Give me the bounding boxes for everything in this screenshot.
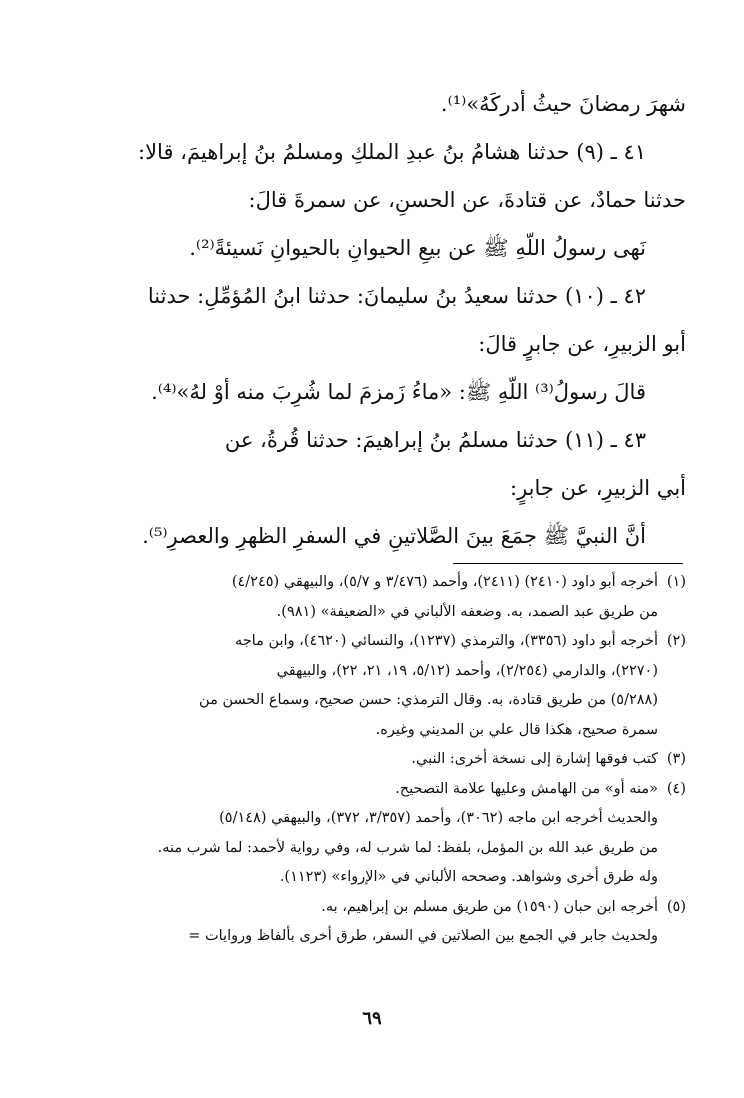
main-text [100,80,686,560]
hadith-text-42: قالَ رسولُ⁽³⁾ اللّهِ ﷺ: «ماءُ زَمزمَ لما شُرِبَ منه أوْ لهُ»⁽⁴⁾. [151,380,646,404]
footnote [100,893,686,952]
hadith-text-41: نَهى رسولُ اللّهِ ﷺ عن بيعِ الحيوانِ بالحيوانِ نَسيئةً⁽²⁾. [189,236,646,260]
footnote-line: (٢٢٧٠)، والدارمي (٢/٢٥٤)، وأحمد (٥/١٢، ١٩، ٢١، ٢٢)، والبيهقي [276,662,658,679]
footnote-body [100,745,658,775]
footnote-separator [453,563,683,564]
footnote [100,568,686,627]
footnote-line: أخرجه أبو داود (٣٣٥٦)، والترمذي (١٢٣٧)، والنسائي (٤٦٢٠)، وابن ماجه [234,633,658,649]
footnote-number: (١) [666,574,686,590]
footnote-body [100,568,658,627]
footnote-line: من طريق عبد الله بن المؤمل، بلفظ: لما شرب له، وفي رواية لأحمد: لما شرب منه. [157,839,658,856]
footnote-line: ولحديث جابر في الجمع بين الصلاتين في السفر، طرق أخرى بألفاظ وروايات = [188,928,658,944]
footnote [100,775,686,893]
footnote-line: سمرة صحيح، هكذا قال علي بن المديني وغيره. [375,721,658,738]
footnote [100,627,686,745]
text-line: أبو الزبيرِ، عن جابرٍ قالَ: [478,332,686,356]
footnote [100,745,686,775]
footnote-line: وله طرق أخرى وشواهد. وصححه الألباني في «الإرواء» (١١٢٣). [279,869,658,885]
footnote-body [100,893,658,952]
hadith-header-41: ٤١ ـ (٩) حدثنا هشامُ بنُ عبدِ الملكِ ومسلمُ بنُ إبراهيمَ، قالا: [138,140,646,164]
footnote-line: أخرجه ابن حبان (١٥٩٠) من طريق مسلم بن إبراهيم، به. [321,898,658,915]
footnote-line: «منه أو» من الهامش وعليها علامة التصحيح. [395,780,658,797]
footnote-number: (٤) [666,780,686,797]
footnote-line: والحديث أخرجه ابن ماجه (٣٠٦٢)، وأحمد (٣/٣٥٧، ٣٧٢)، والبيهقي (٥/١٤٨) [219,810,658,826]
hadith-header-43: ٤٣ ـ (١١) حدثنا مسلمُ بنُ إبراهيمَ: حدثنا قُرةُ، عن [224,428,646,452]
hadith-header-42: ٤٢ ـ (١٠) حدثنا سعيدُ بنُ سليمانَ: حدثنا ابنُ المُؤمِّلِ: حدثنا [147,284,646,308]
footnote-line: كتب فوقها إشارة إلى نسخة أخرى: النبي. [411,751,658,767]
text-line: حدثنا حمادٌ، عن قتادةَ، عن الحسنِ، عن سمرةَ قالَ: [248,188,686,212]
footnote-body [100,627,658,745]
text-line: شهرَ رمضانَ حيثُ أدركَهُ»⁽¹⁾. [440,92,686,116]
hadith-text-43: أنَّ النبيَّ ﷺ جمَعَ بينَ الصَّلاتينِ في السفرِ الظهرِ والعصرِ⁽⁵⁾. [142,524,646,548]
footnote-body [100,775,658,893]
text-line: أبي الزبيرِ، عن جابرٍ: [510,476,686,500]
footnote-line: (٥/٢٨٨) من طريق قتادة، به. وقال الترمذي: حسن صحيح، وسماع الحسن من [199,692,658,708]
footnote-number: (٢) [666,633,686,649]
page-number: ٦٩ [362,1008,382,1029]
footnote-number: (٣) [666,751,686,767]
footnote-number: (٥) [666,898,686,915]
footnotes [100,568,686,952]
footnote-line: أخرجه أبو داود (٢٤١٠) (٢٤١١)، وأحمد (٣/٤٧٦ و ٥/٧)، والبيهقي (٤/٢٤٥) [231,574,658,590]
footnote-line: من طريق عبد الصمد، به. وضعفه الألباني في «الضعيفة» (٩٨١). [276,603,658,620]
